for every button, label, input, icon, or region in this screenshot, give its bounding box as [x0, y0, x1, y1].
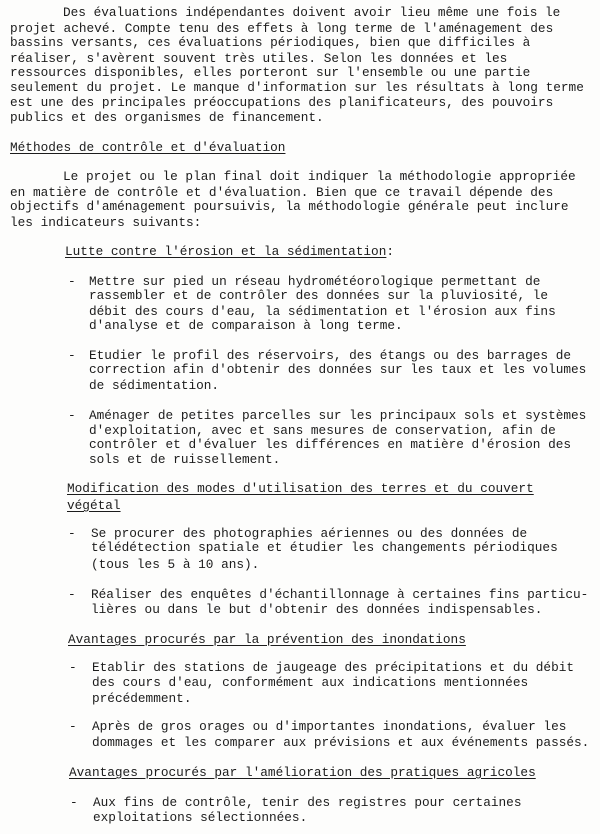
- bullet-line: correction afin d'obtenir des données sur les taux et les volumes: [89, 362, 587, 377]
- intro-line: réaliser, s'avèrent souvent très utiles. Selon les données et les: [10, 51, 508, 66]
- bullet-dash: -: [68, 526, 76, 541]
- bullet-line: Mettre sur pied un réseau hydrométéorologique permettant de: [89, 274, 541, 289]
- bullet-line: contrôler et d'évaluer les différences en matière d'érosion des: [89, 437, 572, 452]
- bullet-line: précédemment.: [92, 691, 192, 706]
- intro-line: est une des principales préoccupations des planificateurs, des pouvoirs: [10, 95, 554, 110]
- section-heading: Méthodes de contrôle et d'évaluation: [10, 140, 286, 155]
- bullet-dash: -: [68, 274, 76, 289]
- bullet-dash: -: [68, 408, 76, 423]
- bullet-dash: -: [70, 795, 78, 810]
- bullet-line: Réaliser des enquêtes d'échantillonnage à certaines fins particu-: [91, 587, 589, 602]
- intro-line: publics et des organismes de financement.: [10, 110, 324, 125]
- bullet-dash: -: [68, 587, 76, 602]
- bullet-line: de sédimentation.: [89, 378, 220, 393]
- bullet-line: Après de gros orages ou d'importantes inondations, évaluer les: [92, 719, 567, 734]
- intro-line: bassins versants, ces évaluations périodiques, bien que difficiles à: [10, 35, 531, 50]
- subsection-heading: végétal: [67, 498, 121, 513]
- bullet-dash: -: [68, 348, 76, 363]
- bullet-line: lières ou dans le but d'obtenir des données indispensables.: [91, 602, 543, 617]
- bullet-line: (tous les 5 à 10 ans).: [91, 557, 260, 572]
- intro-line: ressources disponibles, elles porteront sur l'ensemble ou une partie: [10, 65, 531, 80]
- subsection-heading: Avantages procurés par la prévention des inondations: [68, 632, 466, 647]
- subsection-heading: Modification des modes d'utilisation des terres et du couvert: [67, 481, 534, 496]
- section-line: Le projet ou le plan final doit indiquer la méthodologie appropriée: [63, 169, 576, 184]
- bullet-line: Aménager de petites parcelles sur les principaux sols et systèmes: [89, 408, 587, 423]
- intro-line: seulement du projet. Le manque d'information sur les résultats à long terme: [10, 80, 584, 95]
- section-line: objectifs d'aménagement poursuivis, la méthodologie générale peut inclure: [10, 199, 569, 214]
- section-line: les indicateurs suivants:: [10, 215, 202, 230]
- bullet-dash: -: [69, 660, 77, 675]
- bullet-line: dommages et les comparer aux prévisions et aux événements passés.: [92, 735, 590, 750]
- intro-line: projet achevé. Compte tenu des effets à long terme de l'aménagement des: [10, 21, 554, 36]
- intro-line: Des évaluations indépendantes doivent avoir lieu même une fois le: [63, 5, 561, 20]
- bullet-dash: -: [69, 719, 77, 734]
- bullet-line: sols et de ruissellement.: [89, 452, 281, 467]
- subsection-heading-text: Lutte contre l'érosion et la sédimentation: [65, 244, 387, 259]
- bullet-line: d'analyse et de comparaison à long terme.: [89, 318, 403, 333]
- bullet-line: débit des cours d'eau, la sédimentation et l'érosion aux fins: [89, 304, 556, 319]
- bullet-line: des cours d'eau, conformément aux indications mentionnées: [92, 675, 529, 690]
- subsection-heading: [65, 244, 394, 260]
- subsection-heading: Avantages procurés par l'amélioration des pratiques agricoles: [69, 765, 536, 780]
- bullet-line: d'exploitation, avec et sans mesures de conservation, afin de: [89, 423, 556, 438]
- bullet-line: télédétection spatiale et étudier les changements périodiques: [91, 540, 558, 555]
- bullet-line: Etablir des stations de jaugeage des précipitations et du débit: [92, 660, 575, 675]
- bullet-line: exploitations sélectionnées.: [93, 810, 308, 825]
- bullet-line: Se procurer des photographies aériennes ou des données de: [91, 526, 528, 541]
- bullet-line: Aux fins de contrôle, tenir des registres pour certaines: [93, 795, 522, 810]
- bullet-line: rassembler et de contrôler des données sur la pluviosité, le: [89, 288, 549, 303]
- section-line: en matière de contrôle et d'évaluation. Bien que ce travail dépende des: [10, 185, 554, 200]
- heading-colon: :: [386, 244, 395, 259]
- bullet-line: Etudier le profil des réservoirs, des étangs ou des barrages de: [89, 348, 572, 363]
